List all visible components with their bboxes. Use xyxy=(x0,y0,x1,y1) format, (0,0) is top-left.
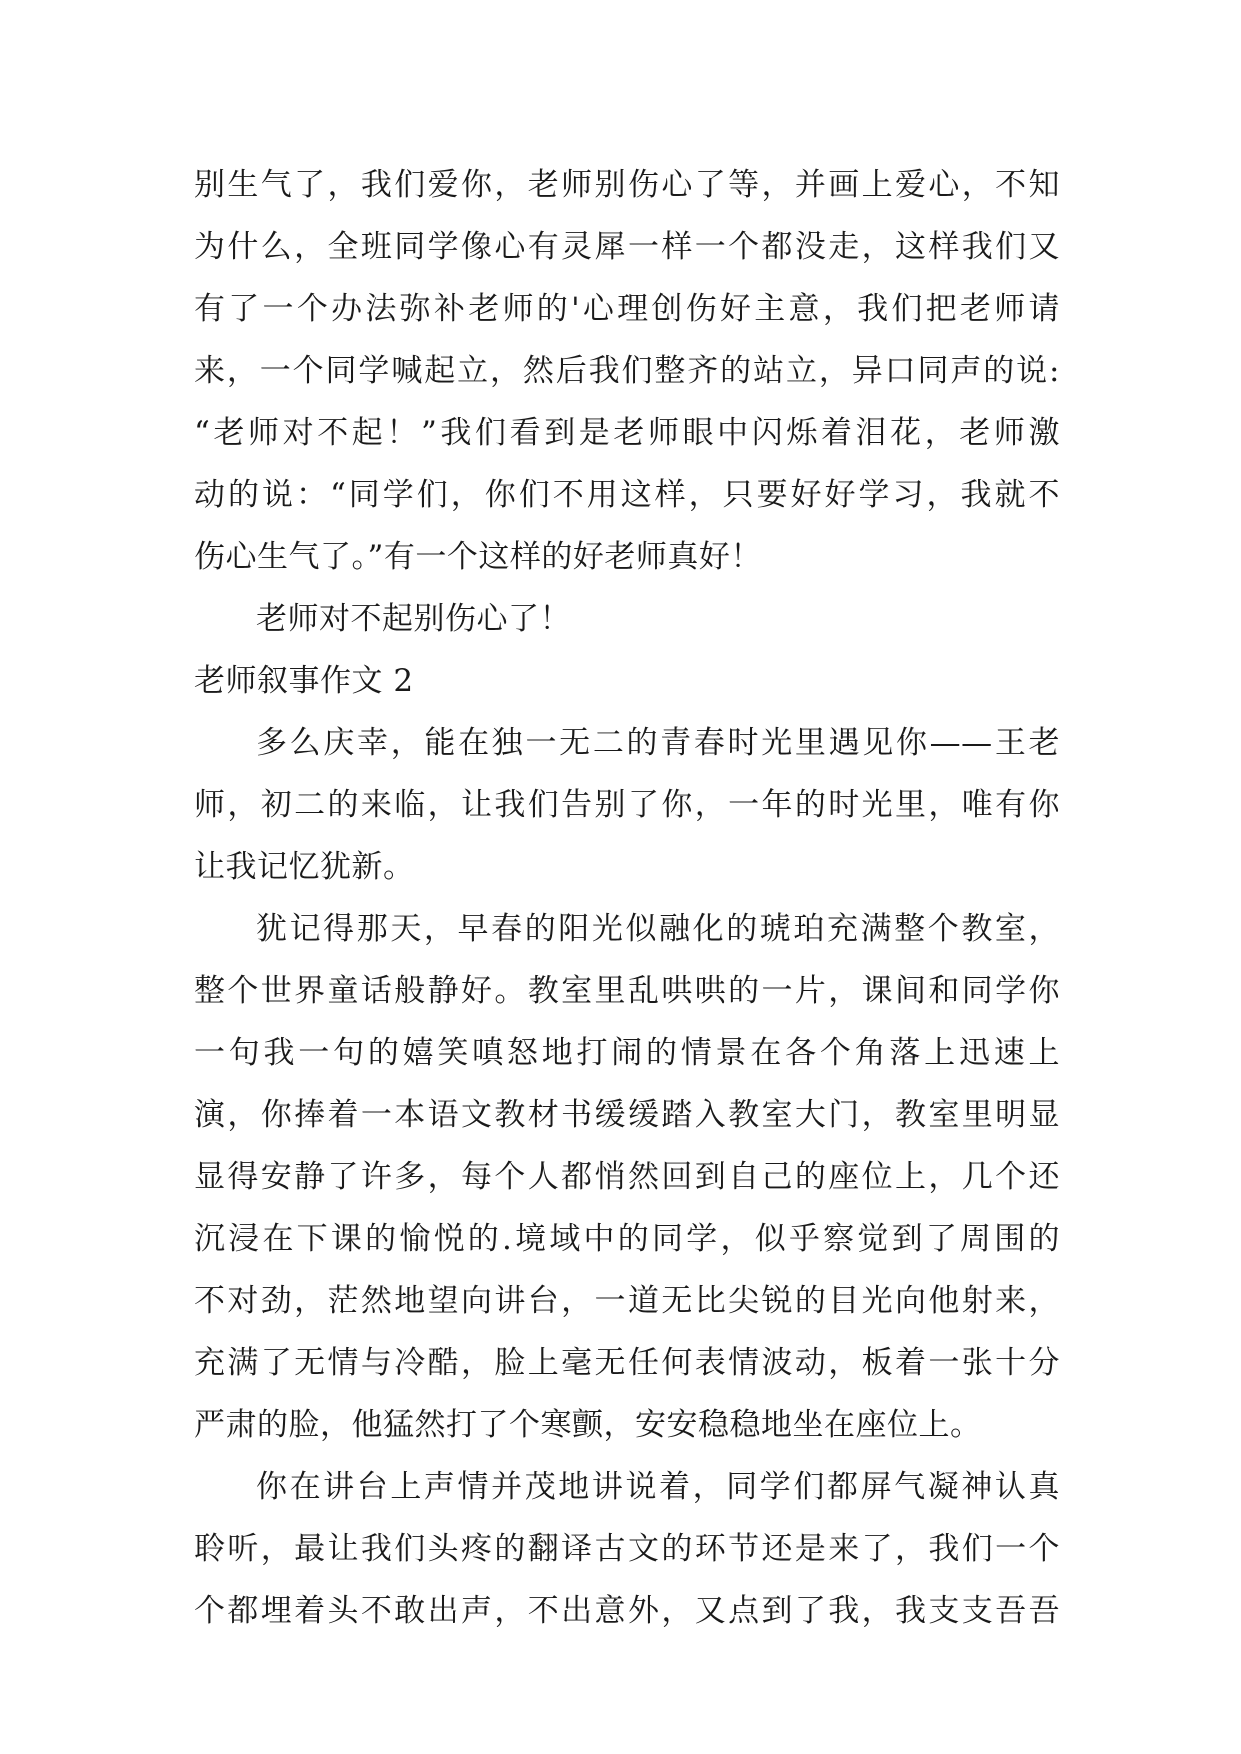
text-line: 个都埋着头不敢出声，不出意外，又点到了我，我支支吾吾 xyxy=(194,1593,1060,1629)
text-line: 犹记得那天，早春的阳光似融化的琥珀充满整个教室， xyxy=(256,911,1060,947)
document-body xyxy=(194,154,1060,1642)
text-line: 伤心生气了。”有一个这样的好老师真好！ xyxy=(194,539,762,575)
text-line: 聆听，最让我们头疼的翻译古文的环节还是来了，我们一个 xyxy=(194,1531,1060,1567)
text-line: “老师对不起！”我们看到是老师眼中闪烁着泪花，老师激 xyxy=(194,415,1060,451)
text-line: 演，你捧着一本语文教材书缓缓踏入教室大门，教室里明显 xyxy=(194,1097,1060,1133)
text-line: 别生气了，我们爱你，老师别伤心了等，并画上爱心，不知 xyxy=(194,167,1060,203)
text-line: 为什么，全班同学像心有灵犀一样一个都没走，这样我们又 xyxy=(194,229,1060,265)
text-line: 动的说：“同学们，你们不用这样，只要好好学习，我就不 xyxy=(194,477,1060,513)
text-line: 显得安静了许多，每个人都悄然回到自己的座位上，几个还 xyxy=(194,1159,1060,1195)
text-line: 多么庆幸，能在独一无二的青春时光里遇见你——王老 xyxy=(256,725,1060,761)
text-line: 师，初二的来临，让我们告别了你，一年的时光里，唯有你 xyxy=(194,787,1060,823)
text-line: 让我记忆犹新。 xyxy=(194,849,415,885)
text-line: 你在讲台上声情并茂地讲说着，同学们都屏气凝神认真 xyxy=(256,1469,1060,1505)
text-line: 来，一个同学喊起立，然后我们整齐的站立，异口同声的说: xyxy=(194,353,1060,389)
text-line: 不对劲，茫然地望向讲台，一道无比尖锐的目光向他射来， xyxy=(194,1283,1060,1319)
section-heading: 老师叙事作文 2 xyxy=(194,663,414,699)
text-line: 严肃的脸，他猛然打了个寒颤，安安稳稳地坐在座位上。 xyxy=(194,1407,982,1443)
paragraph-line: 老师对不起别伤心了！ xyxy=(256,601,571,637)
text-line: 一句我一句的嬉笑嗔怒地打闹的情景在各个角落上迅速上 xyxy=(194,1035,1060,1071)
text-line: 沉浸在下课的愉悦的.境域中的同学，似乎察觉到了周围的 xyxy=(194,1221,1060,1257)
text-line: 整个世界童话般静好。教室里乱哄哄的一片，课间和同学你 xyxy=(194,973,1060,1009)
text-line: 充满了无情与冷酷，脸上毫无任何表情波动，板着一张十分 xyxy=(194,1345,1060,1381)
text-line: 有了一个办法弥补老师的'心理创伤好主意，我们把老师请 xyxy=(194,291,1060,327)
